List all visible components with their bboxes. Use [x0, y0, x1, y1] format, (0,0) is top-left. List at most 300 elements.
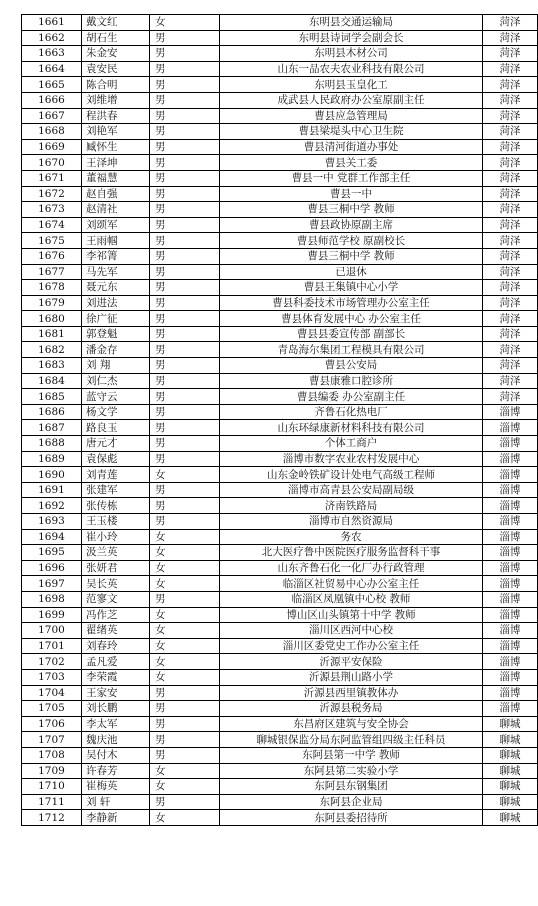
city-cell: 淄博: [483, 623, 538, 639]
table-row: [22, 451, 538, 467]
workplace-cell: 成武县人民政府办公室原副主任: [220, 92, 483, 108]
city-cell: 菏泽: [483, 155, 538, 171]
gender-cell: 男: [150, 342, 220, 358]
row-number-cell: 1692: [22, 498, 82, 514]
row-number-cell: 1670: [22, 155, 82, 171]
person-name-cell: 汲兰英: [82, 545, 150, 561]
row-number-cell: 1702: [22, 654, 82, 670]
table-row: [22, 77, 538, 93]
row-number-cell: 1699: [22, 607, 82, 623]
gender-cell: 女: [150, 607, 220, 623]
city-cell: 淄博: [483, 607, 538, 623]
person-name-cell: 袁保彪: [82, 451, 150, 467]
gender-cell: 女: [150, 529, 220, 545]
workplace-cell: 曹县康雅口腔诊所: [220, 373, 483, 389]
gender-cell: 男: [150, 451, 220, 467]
city-cell: 淄博: [483, 529, 538, 545]
person-name-cell: 马先军: [82, 264, 150, 280]
table-row: [22, 436, 538, 452]
city-cell: 聊城: [483, 732, 538, 748]
person-name-cell: 程洪春: [82, 108, 150, 124]
table-row: [22, 108, 538, 124]
workplace-cell: 东阿县第一中学 教师: [220, 747, 483, 763]
gender-cell: 男: [150, 404, 220, 420]
person-name-cell: 刘艳军: [82, 124, 150, 140]
person-name-cell: 路良玉: [82, 420, 150, 436]
person-name-cell: 李祁箐: [82, 248, 150, 264]
city-cell: 菏泽: [483, 311, 538, 327]
workplace-cell: 曹县一中 党群工作部主任: [220, 170, 483, 186]
city-cell: 菏泽: [483, 15, 538, 31]
table-row: [22, 326, 538, 342]
city-cell: 菏泽: [483, 61, 538, 77]
person-name-cell: 徐广征: [82, 311, 150, 327]
table-row: [22, 280, 538, 296]
workplace-cell: 山东齐鲁石化一化厂办行政管理: [220, 560, 483, 576]
row-number-cell: 1706: [22, 716, 82, 732]
gender-cell: 男: [150, 233, 220, 249]
city-cell: 菏泽: [483, 233, 538, 249]
gender-cell: 男: [150, 389, 220, 405]
row-number-cell: 1696: [22, 560, 82, 576]
gender-cell: 男: [150, 311, 220, 327]
workplace-cell: 沂源县荆山路小学: [220, 669, 483, 685]
person-name-cell: 胡石生: [82, 30, 150, 46]
gender-cell: 女: [150, 560, 220, 576]
workplace-cell: 曹县编委 办公室副主任: [220, 389, 483, 405]
workplace-cell: 山东一品农夫农业科技有限公司: [220, 61, 483, 77]
person-name-cell: 王雨帼: [82, 233, 150, 249]
city-cell: 聊城: [483, 779, 538, 795]
workplace-cell: 东阿县第二实验小学: [220, 763, 483, 779]
city-cell: 淄博: [483, 545, 538, 561]
row-number-cell: 1676: [22, 248, 82, 264]
gender-cell: 男: [150, 248, 220, 264]
row-number-cell: 1677: [22, 264, 82, 280]
table-row: [22, 373, 538, 389]
workplace-cell: 淄川区委党史工作办公室主任: [220, 638, 483, 654]
table-row: [22, 30, 538, 46]
person-name-cell: 郭登魁: [82, 326, 150, 342]
workplace-cell: 东阿县东钢集团: [220, 779, 483, 795]
row-number-cell: 1673: [22, 202, 82, 218]
table-row: [22, 202, 538, 218]
row-number-cell: 1689: [22, 451, 82, 467]
row-number-cell: 1667: [22, 108, 82, 124]
row-number-cell: 1704: [22, 685, 82, 701]
workplace-cell: 曹县体育发展中心 办公室主任: [220, 311, 483, 327]
city-cell: 菏泽: [483, 202, 538, 218]
person-name-cell: 张建军: [82, 482, 150, 498]
table-row: [22, 638, 538, 654]
city-cell: 菏泽: [483, 108, 538, 124]
gender-cell: 女: [150, 545, 220, 561]
workplace-cell: 已退休: [220, 264, 483, 280]
person-name-cell: 唐元才: [82, 436, 150, 452]
gender-cell: 男: [150, 498, 220, 514]
row-number-cell: 1703: [22, 669, 82, 685]
gender-cell: 男: [150, 217, 220, 233]
city-cell: 菏泽: [483, 373, 538, 389]
table-row: [22, 342, 538, 358]
row-number-cell: 1708: [22, 747, 82, 763]
gender-cell: 男: [150, 358, 220, 374]
city-cell: 菏泽: [483, 342, 538, 358]
row-number-cell: 1697: [22, 576, 82, 592]
table-row: [22, 514, 538, 530]
workplace-cell: 东明县玉皇化工: [220, 77, 483, 93]
row-number-cell: 1672: [22, 186, 82, 202]
person-name-cell: 王泽坤: [82, 155, 150, 171]
workplace-cell: 曹县一中: [220, 186, 483, 202]
table-row: [22, 389, 538, 405]
table-row: [22, 654, 538, 670]
gender-cell: 男: [150, 92, 220, 108]
workplace-cell: 淄博市数字农业农村发展中心: [220, 451, 483, 467]
row-number-cell: 1679: [22, 295, 82, 311]
row-number-cell: 1698: [22, 591, 82, 607]
workplace-cell: 曹县关工委: [220, 155, 483, 171]
gender-cell: 男: [150, 747, 220, 763]
person-name-cell: 蓝守云: [82, 389, 150, 405]
workplace-cell: 曹县三桐中学 教师: [220, 248, 483, 264]
person-name-cell: 冯作芝: [82, 607, 150, 623]
person-name-cell: 王家安: [82, 685, 150, 701]
workplace-cell: 东阿县委招待所: [220, 810, 483, 826]
workplace-cell: 曹县科委技术市场管理办公室主任: [220, 295, 483, 311]
table-row: [22, 545, 538, 561]
workplace-cell: 东明县诗词学会副会长: [220, 30, 483, 46]
city-cell: 菏泽: [483, 124, 538, 140]
city-cell: 菏泽: [483, 139, 538, 155]
person-name-cell: 刘春玲: [82, 638, 150, 654]
city-cell: 淄博: [483, 560, 538, 576]
gender-cell: 女: [150, 810, 220, 826]
gender-cell: 男: [150, 701, 220, 717]
table-row: [22, 498, 538, 514]
workplace-cell: 曹县梁堤头中心卫生院: [220, 124, 483, 140]
person-name-cell: 臧怀生: [82, 139, 150, 155]
gender-cell: 女: [150, 654, 220, 670]
city-cell: 淄博: [483, 436, 538, 452]
gender-cell: 女: [150, 763, 220, 779]
row-number-cell: 1668: [22, 124, 82, 140]
workplace-cell: 曹县公安局: [220, 358, 483, 374]
city-cell: 聊城: [483, 763, 538, 779]
person-name-cell: 董福慧: [82, 170, 150, 186]
workplace-cell: 曹县清河街道办事处: [220, 139, 483, 155]
row-number-cell: 1683: [22, 358, 82, 374]
city-cell: 菏泽: [483, 326, 538, 342]
gender-cell: 男: [150, 108, 220, 124]
workplace-cell: 曹县政协原副主席: [220, 217, 483, 233]
workplace-cell: 博山区山头镇第十中学 教师: [220, 607, 483, 623]
row-number-cell: 1680: [22, 311, 82, 327]
row-number-cell: 1685: [22, 389, 82, 405]
workplace-cell: 务农: [220, 529, 483, 545]
gender-cell: 男: [150, 30, 220, 46]
workplace-cell: 曹县王集镇中心小学: [220, 280, 483, 296]
row-number-cell: 1709: [22, 763, 82, 779]
person-name-cell: 崔小玲: [82, 529, 150, 545]
city-cell: 淄博: [483, 467, 538, 483]
gender-cell: 男: [150, 295, 220, 311]
workplace-cell: 曹县县委宣传部 副部长: [220, 326, 483, 342]
workplace-cell: 东明县木材公司: [220, 46, 483, 62]
row-number-cell: 1681: [22, 326, 82, 342]
row-number-cell: 1663: [22, 46, 82, 62]
city-cell: 淄博: [483, 420, 538, 436]
table-row: [22, 763, 538, 779]
person-name-cell: 孟凡爱: [82, 654, 150, 670]
city-cell: 聊城: [483, 794, 538, 810]
row-number-cell: 1707: [22, 732, 82, 748]
workplace-cell: 聊城银保监分局东阿监管组四级主任科员: [220, 732, 483, 748]
person-name-cell: 李太军: [82, 716, 150, 732]
table-row: [22, 560, 538, 576]
city-cell: 菏泽: [483, 358, 538, 374]
row-number-cell: 1682: [22, 342, 82, 358]
gender-cell: 男: [150, 373, 220, 389]
gender-cell: 男: [150, 326, 220, 342]
row-number-cell: 1700: [22, 623, 82, 639]
table-row: [22, 404, 538, 420]
workplace-cell: 淄川区西河中心校: [220, 623, 483, 639]
gender-cell: 女: [150, 576, 220, 592]
gender-cell: 男: [150, 514, 220, 530]
workplace-cell: 临淄区凤凰镇中心校 教师: [220, 591, 483, 607]
gender-cell: 男: [150, 46, 220, 62]
gender-cell: 女: [150, 669, 220, 685]
gender-cell: 男: [150, 591, 220, 607]
gender-cell: 女: [150, 638, 220, 654]
table-row: [22, 311, 538, 327]
person-name-cell: 魏庆池: [82, 732, 150, 748]
workplace-cell: 山东环绿康新材料科技有限公司: [220, 420, 483, 436]
row-number-cell: 1712: [22, 810, 82, 826]
gender-cell: 男: [150, 280, 220, 296]
row-number-cell: 1693: [22, 514, 82, 530]
workplace-cell: 青岛海尔集团工程模具有限公司: [220, 342, 483, 358]
city-cell: 淄博: [483, 451, 538, 467]
person-name-cell: 潘金存: [82, 342, 150, 358]
table-row: [22, 747, 538, 763]
person-name-cell: 朱金安: [82, 46, 150, 62]
row-number-cell: 1691: [22, 482, 82, 498]
table-row: [22, 170, 538, 186]
table-row: [22, 139, 538, 155]
city-cell: 淄博: [483, 498, 538, 514]
table-row: [22, 794, 538, 810]
workplace-cell: 东阿县企业局: [220, 794, 483, 810]
person-name-cell: 吴付木: [82, 747, 150, 763]
workplace-cell: 齐鲁石化热电厂: [220, 404, 483, 420]
row-number-cell: 1662: [22, 30, 82, 46]
table-row: [22, 155, 538, 171]
person-name-cell: 袁安民: [82, 61, 150, 77]
row-number-cell: 1665: [22, 77, 82, 93]
city-cell: 菏泽: [483, 77, 538, 93]
city-cell: 淄博: [483, 638, 538, 654]
gender-cell: 男: [150, 155, 220, 171]
person-name-cell: 范寥文: [82, 591, 150, 607]
person-name-cell: 吴长英: [82, 576, 150, 592]
person-name-cell: 刘颂军: [82, 217, 150, 233]
gender-cell: 男: [150, 61, 220, 77]
row-number-cell: 1710: [22, 779, 82, 795]
row-number-cell: 1671: [22, 170, 82, 186]
city-cell: 聊城: [483, 810, 538, 826]
city-cell: 菏泽: [483, 264, 538, 280]
table-row: [22, 482, 538, 498]
gender-cell: 男: [150, 186, 220, 202]
workplace-cell: 淄博市高青县公安局副局级: [220, 482, 483, 498]
gender-cell: 女: [150, 779, 220, 795]
table-row: [22, 92, 538, 108]
table-row: [22, 669, 538, 685]
table-row: [22, 420, 538, 436]
workplace-cell: 沂源平安保险: [220, 654, 483, 670]
table-row: [22, 623, 538, 639]
gender-cell: 男: [150, 420, 220, 436]
gender-cell: 女: [150, 467, 220, 483]
workplace-cell: 临淄区社贸易中心办公室主任: [220, 576, 483, 592]
person-name-cell: 刘青莲: [82, 467, 150, 483]
table-row: [22, 124, 538, 140]
city-cell: 淄博: [483, 654, 538, 670]
gender-cell: 男: [150, 685, 220, 701]
gender-cell: 男: [150, 436, 220, 452]
row-number-cell: 1705: [22, 701, 82, 717]
row-number-cell: 1684: [22, 373, 82, 389]
city-cell: 淄博: [483, 591, 538, 607]
person-name-cell: 许春芳: [82, 763, 150, 779]
row-number-cell: 1687: [22, 420, 82, 436]
row-number-cell: 1711: [22, 794, 82, 810]
table-row: [22, 264, 538, 280]
city-cell: 菏泽: [483, 170, 538, 186]
gender-cell: 男: [150, 482, 220, 498]
row-number-cell: 1688: [22, 436, 82, 452]
city-cell: 菏泽: [483, 46, 538, 62]
table-row: [22, 591, 538, 607]
workplace-cell: 济南铁路局: [220, 498, 483, 514]
gender-cell: 男: [150, 202, 220, 218]
table-row: [22, 701, 538, 717]
gender-cell: 男: [150, 124, 220, 140]
row-number-cell: 1695: [22, 545, 82, 561]
table-row: [22, 607, 538, 623]
gender-cell: 女: [150, 15, 220, 31]
gender-cell: 男: [150, 264, 220, 280]
table-row: [22, 217, 538, 233]
workplace-cell: 山东金岭铁矿设计处电气高级工程师: [220, 467, 483, 483]
row-number-cell: 1666: [22, 92, 82, 108]
workplace-cell: 曹县师范学校 原副校长: [220, 233, 483, 249]
workplace-cell: 东昌府区建筑与安全协会: [220, 716, 483, 732]
person-name-cell: 刘维增: [82, 92, 150, 108]
city-cell: 淄博: [483, 669, 538, 685]
workplace-cell: 沂源县西里镇教体办: [220, 685, 483, 701]
table-row: [22, 15, 538, 31]
table-row: [22, 779, 538, 795]
city-cell: 淄博: [483, 576, 538, 592]
person-name-cell: 翟绪英: [82, 623, 150, 639]
city-cell: 聊城: [483, 716, 538, 732]
city-cell: 菏泽: [483, 295, 538, 311]
person-name-cell: 王玉楼: [82, 514, 150, 530]
person-name-cell: 张传栋: [82, 498, 150, 514]
city-cell: 菏泽: [483, 186, 538, 202]
table-row: [22, 46, 538, 62]
gender-cell: 男: [150, 716, 220, 732]
person-name-cell: 崔梅英: [82, 779, 150, 795]
table-row: [22, 810, 538, 826]
person-name-cell: 杨文学: [82, 404, 150, 420]
person-name-cell: 赵自强: [82, 186, 150, 202]
city-cell: 淄博: [483, 685, 538, 701]
workplace-cell: 曹县三桐中学 教师: [220, 202, 483, 218]
city-cell: 聊城: [483, 747, 538, 763]
workplace-cell: 沂源县税务局: [220, 701, 483, 717]
person-name-cell: 张妍君: [82, 560, 150, 576]
table-row: [22, 576, 538, 592]
row-number-cell: 1669: [22, 139, 82, 155]
row-number-cell: 1664: [22, 61, 82, 77]
row-number-cell: 1686: [22, 404, 82, 420]
table-row: [22, 685, 538, 701]
city-cell: 菏泽: [483, 217, 538, 233]
city-cell: 菏泽: [483, 248, 538, 264]
table-row: [22, 716, 538, 732]
city-cell: 菏泽: [483, 92, 538, 108]
workplace-cell: 个体工商户: [220, 436, 483, 452]
gender-cell: 女: [150, 623, 220, 639]
person-name-cell: 刘仁杰: [82, 373, 150, 389]
gender-cell: 男: [150, 732, 220, 748]
table-row: [22, 233, 538, 249]
gender-cell: 男: [150, 139, 220, 155]
city-cell: 淄博: [483, 514, 538, 530]
person-name-cell: 聂元东: [82, 280, 150, 296]
person-name-cell: 李静新: [82, 810, 150, 826]
row-number-cell: 1678: [22, 280, 82, 296]
person-name-cell: 刘 翔: [82, 358, 150, 374]
table-row: [22, 295, 538, 311]
workplace-cell: 东明县交通运输局: [220, 15, 483, 31]
person-name-cell: 刘长鹏: [82, 701, 150, 717]
city-cell: 菏泽: [483, 30, 538, 46]
table-row: [22, 467, 538, 483]
table-row: [22, 732, 538, 748]
gender-cell: 男: [150, 170, 220, 186]
person-name-cell: 刘 轩: [82, 794, 150, 810]
gender-cell: 男: [150, 77, 220, 93]
row-number-cell: 1661: [22, 15, 82, 31]
row-number-cell: 1674: [22, 217, 82, 233]
roster-table: [21, 14, 538, 826]
person-name-cell: 赵清社: [82, 202, 150, 218]
row-number-cell: 1690: [22, 467, 82, 483]
workplace-cell: 曹县应急管理局: [220, 108, 483, 124]
person-name-cell: 陈合明: [82, 77, 150, 93]
table-row: [22, 529, 538, 545]
workplace-cell: 北大医疗鲁中医院医疗服务监督科干事: [220, 545, 483, 561]
row-number-cell: 1675: [22, 233, 82, 249]
city-cell: 淄博: [483, 701, 538, 717]
city-cell: 淄博: [483, 482, 538, 498]
table-row: [22, 248, 538, 264]
